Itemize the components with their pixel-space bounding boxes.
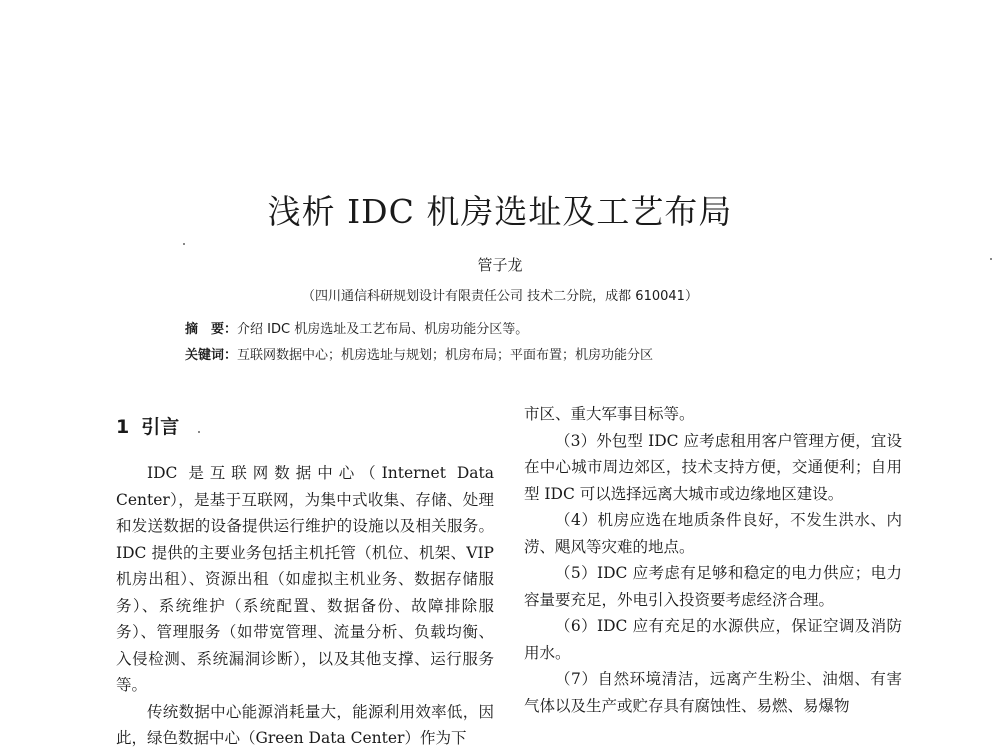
continued-paragraph: 市区、重大军事目标等。 — [524, 405, 695, 423]
abstract-label: 摘 要： — [185, 322, 238, 337]
scan-speck — [990, 258, 992, 260]
right-column — [524, 401, 902, 719]
scan-speck — [183, 243, 185, 245]
section-number: 1 — [116, 416, 130, 438]
body-paragraph: 传统数据中心能源消耗量大，能源利用效率低，因此，绿色数据中心（Green Data Center）作为下 — [116, 702, 494, 747]
author-affiliation: （四川通信科研规划设计有限责任公司 技术二分院，成都 610041） — [302, 289, 698, 304]
keywords — [185, 344, 653, 363]
abstract — [185, 318, 528, 337]
scan-speck — [198, 431, 200, 433]
body-paragraph: （4）机房应选在地质条件良好，不发生洪水、内涝、飓风等灾难的地点。 — [524, 511, 902, 556]
author-name: 管子龙 — [477, 256, 523, 274]
keywords-label: 关键词： — [185, 348, 238, 363]
body-paragraph: （3）外包型 IDC 应考虑租用客户管理方便，宜设在中心城市周边郊区，技术支持方便，交通便利；自用型 IDC 可以选择远离大城市或边缘地区建设。 — [524, 431, 902, 503]
section-heading — [116, 414, 494, 440]
section-title: 引言 — [141, 416, 180, 438]
body-paragraph: （5）IDC 应考虑有足够和稳定的电力供应；电力容量要充足，外电引入投资要考虑经济合理。 — [524, 564, 902, 609]
body-paragraph: （6）IDC 应有充足的水源供应，保证空调及消防用水。 — [524, 617, 902, 662]
paper-title: 浅析 IDC 机房选址及工艺布局 — [267, 192, 733, 231]
left-column — [116, 398, 494, 752]
abstract-text: 介绍 IDC 机房选址及工艺布局、机房功能分区等。 — [237, 322, 529, 337]
body-paragraph: IDC 是互联网数据中心（Internet Data Center），是基于互联网，为集中式收集、存储、处理和发送数据的设备提供运行维护的设施以及相关服务。IDC 提供的主要业务包括主机托管（机位、机架、VIP 机房出租）、资源出租（如虚拟主机业务、数据存储服务）、系统维护（系统配置、数据备份、故障排除服务）、管理服务（如带宽管理、流量分析、负载均衡、入侵检测、系统漏洞诊断），以及其他支撑、运行服务等。 — [116, 464, 494, 694]
keywords-text: 互联网数据中心；机房选址与规划；机房布局；平面布置；机房功能分区 — [237, 348, 654, 363]
body-paragraph: （7）自然环境清洁，远离产生粉尘、油烟、有害气体以及生产或贮存具有腐蚀性、易燃、易爆物 — [524, 670, 902, 715]
